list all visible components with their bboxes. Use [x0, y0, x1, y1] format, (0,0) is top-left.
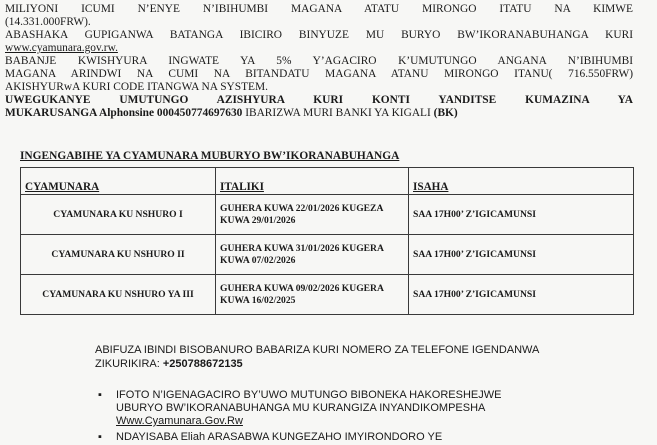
bullet-icon: ▪	[98, 431, 102, 443]
time-cell: SAA 17H00’ Z’IGICAMUNSI	[409, 235, 634, 275]
time-cell: SAA 17H00’ Z’IGICAMUNSI	[409, 195, 634, 235]
table-header-row	[21, 168, 634, 195]
round-cell: CYAMUNARA KU NSHURO YA III	[21, 275, 216, 315]
round-cell: CYAMUNARA KU NSHURO II	[21, 235, 216, 275]
intro-line-5: BABANJE KWISHYURA INGWATE YA 5% Y’AGACIRO K’UMUTUNGO ANGANA N’IBIHUMBI	[5, 55, 633, 67]
contact-line-1: ABIFUZA IBINDI BISOBANURO BABARIZA KURI NOMERO ZA TELEFONE IGENDANWA	[95, 344, 540, 356]
phone-number: +250788672135	[162, 358, 243, 370]
bullet-icon: ▪	[98, 389, 102, 401]
bullet-item	[98, 389, 502, 428]
bullet-line: UBURYO BW’IKORANABUHANGA MU KURANGIZA INYANDIKOMPESHA	[116, 402, 486, 414]
contact-prefix: ZIKURIKIRA:	[95, 358, 163, 370]
bank-code: (BK)	[433, 107, 458, 119]
auction-site-link[interactable]: www.cyamunara.gov.rw.	[5, 42, 118, 54]
table-row	[21, 275, 634, 315]
schedule-heading: INGENGABIHE YA CYAMUNARA MUBURYO BW’IKORANABUHANGA	[20, 150, 400, 162]
column-header-time: ISAHA	[409, 168, 634, 195]
bullet-line: IFOTO N’IGENAGACIRO BY’UWO MUTUNGO BIBONEKA HAKORESHEJWE	[116, 389, 502, 401]
intro-line-1: MILIYONI ICUMI N’ENYE N’IBIHUMBI MAGANA ATATU MIRONGO ITATU NA KIMWE	[5, 3, 633, 15]
auction-site-link[interactable]: Www.Cyamunara.Gov.Rw	[116, 415, 243, 427]
intro-line-7: AKISHYURwA KURI CODE ITANGWA NA SYSTEM.	[5, 81, 268, 93]
round-cell: CYAMUNARA KU NSHURO I	[21, 195, 216, 235]
table-row	[21, 235, 634, 275]
intro-line-3: ABASHAKA GUPIGANWA BATANGA IBICIRO BINYUZE MU BURYO BW’IKORANABUHANGA KURI	[5, 29, 633, 41]
table-row	[21, 195, 634, 235]
account-holder: MUKARUSANGA Alphonsine 000450774697630	[5, 107, 243, 119]
date-cell: GUHERA KUWA 09/02/2026 KUGERA KUWA 16/02/2025	[216, 275, 409, 315]
time-cell: SAA 17H00’ Z’IGICAMUNSI	[409, 275, 634, 315]
column-header-date: ITALIKI	[216, 168, 409, 195]
intro-line-8: UWEGUKANYE UMUTUNGO AZISHYURA KURI KONTI YANDITSE KUMAZINA YA	[5, 94, 633, 106]
intro-line-6: MAGANA ARINDWI NA CUMI NA BITANDATU MAGANA ATANU MIRONGO ITANU( 716.550FRW)	[5, 68, 633, 80]
date-cell: GUHERA KUWA 22/01/2026 KUGEZA KUWA 29/01/2026	[216, 195, 409, 235]
intro-line-2: (14.331.000FRW).	[5, 16, 91, 28]
date-cell: GUHERA KUWA 31/01/2026 KUGERA KUWA 07/02/2026	[216, 235, 409, 275]
bullet-line: NDAYISABA Eliah ARASABWA KUNGEZAHO IMYIRONDORO YE	[116, 431, 443, 443]
contact-line-2	[95, 358, 243, 371]
column-header-round: CYAMUNARA	[21, 168, 216, 195]
schedule-table	[20, 167, 634, 315]
bullet-item	[98, 431, 443, 444]
bank-text: IBARIZWA MURI BANKI YA KIGALI	[242, 107, 434, 119]
intro-line-9	[5, 107, 458, 120]
